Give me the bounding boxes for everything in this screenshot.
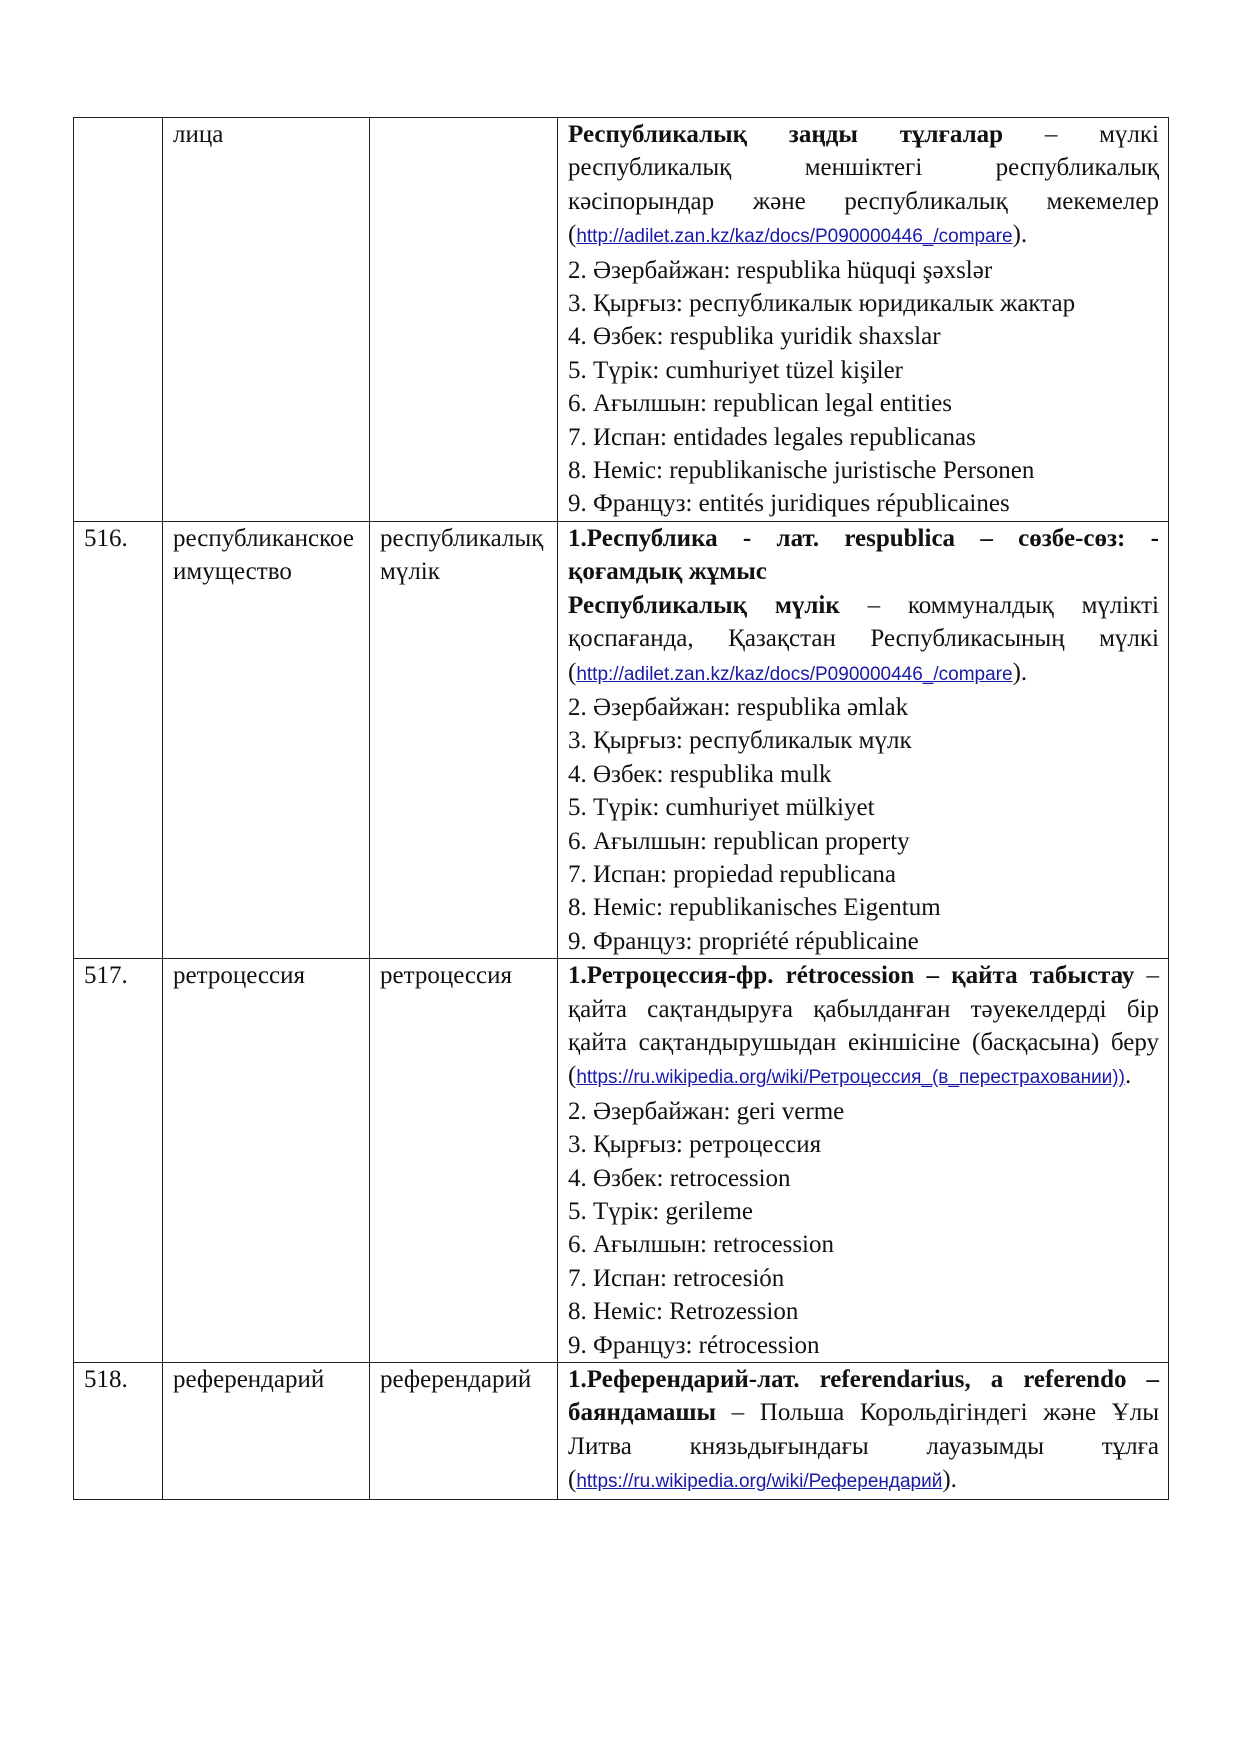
translation-item: 7. Испан: retrocesión <box>568 1264 785 1292</box>
kazakh-term <box>370 118 558 522</box>
etymology: 1.Республика - лат. respublica – сөзбе-сөз: - қоғамдық жұмыс <box>568 524 1159 586</box>
definition-term: 1.Ретроцессия-фр. rétrocession – қайта табыстау <box>568 962 1135 990</box>
definition: 1.Референдарий-лат. referendarius, a referendo – баяндамашы – Польша Корольдігіндегі және Ұлы Литва князьдығындағы лауазымды тұлға (https://ru.wikipedia.org/wiki/Референдарий). <box>568 1366 1159 1494</box>
translation-list <box>568 1095 1159 1362</box>
translation-item: 8. Неміс: Retrozession <box>568 1298 799 1326</box>
entry-number: 516. <box>74 521 163 958</box>
entry-number: 517. <box>74 959 163 1363</box>
table-row <box>74 959 1169 1363</box>
russian-term: лица <box>163 118 370 522</box>
definition-term: Республикалық заңды тұлғалар <box>568 121 1004 148</box>
translation-item: 6. Ағылшын: republican property <box>568 827 910 855</box>
translation-item: 3. Қырғыз: ретроцессия <box>568 1131 822 1159</box>
translation-item: 3. Қырғыз: республикалык мүлк <box>568 727 912 755</box>
table-row <box>74 118 1169 522</box>
translation-item: 4. Өзбек: respublika mulk <box>568 760 832 788</box>
translation-item: 9. Француз: propriété républicaine <box>568 927 919 955</box>
definition-text: – коммуналдық мүлікті қоспағанда, Қазақстан Республикасының мүлкі <box>568 591 1160 653</box>
russian-term: ретроцессия <box>163 959 370 1363</box>
translation-item: 2. Әзербайжан: respublika hüquqi şəxslər <box>568 256 993 284</box>
definition-term: Республикалық мүлік <box>568 591 840 619</box>
translation-item: 5. Түрік: cumhuriyet tüzel kişiler <box>568 356 903 384</box>
definition-text: – Польша Корольдігіндегі және Ұлы Литва князьдығындағы лауазымды тұлға <box>568 1399 1159 1460</box>
translation-item: 7. Испан: propiedad republicana <box>568 860 897 888</box>
table-row <box>74 521 1169 958</box>
definition: Республикалық заңды тұлғалар – мүлкі республикалық меншіктегі республикалық кәсіпорындар және республикалық мекемелер (http://adilet.zan.kz/kaz/docs/P090000446_/compare). <box>568 121 1159 249</box>
dictionary-table <box>73 117 1169 1500</box>
source-link[interactable]: https://ru.wikipedia.org/wiki/Ретроцессия_(в_перестраховании)) <box>576 1067 1125 1089</box>
definition-text: – қайта сақтандыруға қабылданған тәуекелдерді бір қайта сақтандырушыдан екіншісіне (басқасына) беру <box>568 962 1159 1056</box>
translation-item: 4. Өзбек: retrocession <box>568 1164 791 1192</box>
table-row <box>74 1363 1169 1500</box>
source-link[interactable]: http://adilet.zan.kz/kaz/docs/P090000446_/compare <box>576 663 1013 685</box>
definition-cell <box>558 1363 1169 1500</box>
translation-item: 3. Қырғыз: республикалык юридикалык жактар <box>568 290 1076 318</box>
kazakh-term: республикалық мүлік <box>370 521 558 958</box>
russian-term: республиканское имущество <box>163 521 370 958</box>
translation-list <box>568 691 1159 958</box>
source-link[interactable]: https://ru.wikipedia.org/wiki/Референдарий <box>576 1471 943 1493</box>
definition-cell <box>558 521 1169 958</box>
source-link[interactable]: http://adilet.zan.kz/kaz/docs/P090000446_/compare <box>576 226 1013 248</box>
definition-text: – мүлкі республикалық меншіктегі республикалық кәсіпорындар және республикалық мекемелер <box>568 121 1159 215</box>
translation-item: 9. Француз: entités juridiques républicaines <box>568 490 1010 518</box>
kazakh-term: ретроцессия <box>370 959 558 1363</box>
translation-list <box>568 254 1159 521</box>
definition-cell <box>558 959 1169 1363</box>
kazakh-term: референдарий <box>370 1363 558 1500</box>
russian-term: референдарий <box>163 1363 370 1500</box>
definition: 1.Ретроцессия-фр. rétrocession – қайта табыстау – қайта сақтандыруға қабылданған тәуекелдерді бір қайта сақтандырушыдан екіншісіне (басқасына) беру (https://ru.wikipedia.org/wiki/Ретроцессия_(в_перестраховании)). <box>568 962 1159 1090</box>
translation-item: 6. Ағылшын: retrocession <box>568 1231 834 1259</box>
entry-number: 518. <box>74 1363 163 1500</box>
entry-number <box>74 118 163 522</box>
translation-item: 8. Неміс: republikanisches Eigentum <box>568 894 941 922</box>
translation-item: 2. Әзербайжан: respublika əmlak <box>568 693 909 721</box>
translation-item: 4. Өзбек: respublika yuridik shaxslar <box>568 323 941 351</box>
definition: Республикалық мүлік – коммуналдық мүлікті қоспағанда, Қазақстан Республикасының мүлкі (http://adilet.zan.kz/kaz/docs/P090000446_/compare). <box>568 591 1160 686</box>
translation-item: 5. Түрік: cumhuriyet mülkiyet <box>568 794 875 822</box>
translation-item: 8. Неміс: republikanische juristische Personen <box>568 457 1035 485</box>
translation-item: 5. Түрік: gerileme <box>568 1198 754 1225</box>
translation-item: 2. Әзербайжан: geri verme <box>568 1097 845 1125</box>
translation-item: 6. Ағылшын: republican legal entities <box>568 390 952 418</box>
translation-item: 9. Француз: rétrocession <box>568 1331 820 1359</box>
definition-cell <box>558 118 1169 522</box>
definition-term: 1.Референдарий-лат. referendarius, a referendo – баяндамашы <box>568 1366 1159 1427</box>
translation-item: 7. Испан: entidades legales republicanas <box>568 423 976 451</box>
